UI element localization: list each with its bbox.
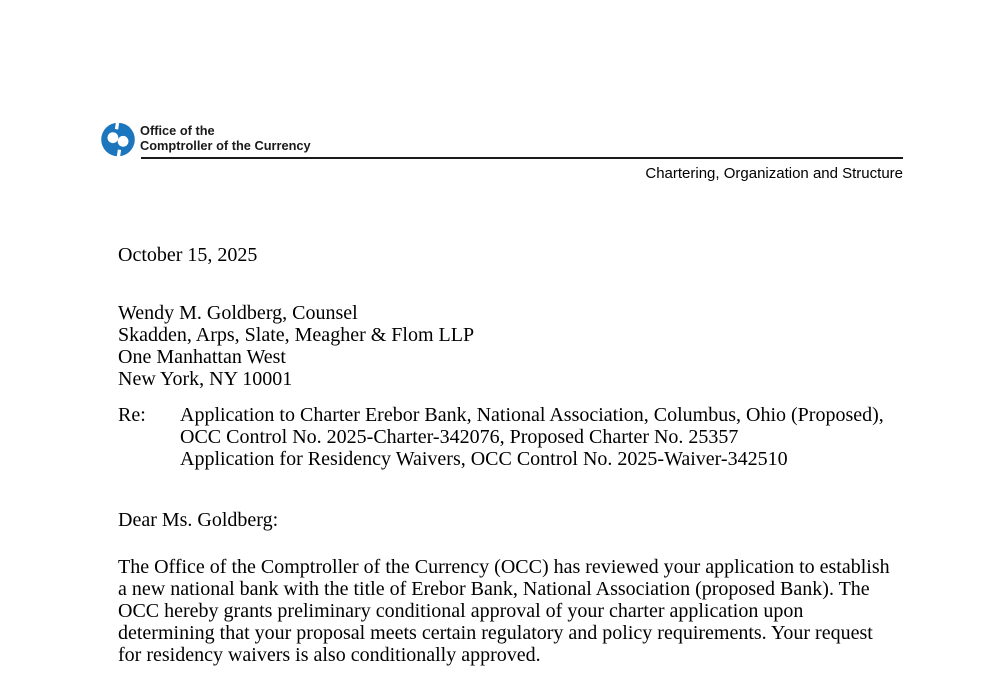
occ-logo-icon [100,119,136,160]
agency-name-line1: Office of the [140,123,215,138]
recipient-city: New York, NY 10001 [118,368,293,390]
letter-content [118,244,900,666]
recipient-name: Wendy M. Goldberg, Counsel [118,302,358,324]
re-line-control-numbers: OCC Control No. 2025-Charter-342076, Proposed Charter No. 25357 [180,426,739,448]
re-block [118,404,900,470]
agency-name-line2: Comptroller of the Currency [140,137,311,153]
recipient-firm: Skadden, Arps, Slate, Meagher & Flom LLP [118,324,475,346]
agency-name [140,124,311,153]
re-line-residency-waivers: Application for Residency Waivers, OCC Control No. 2025-Waiver-342510 [180,448,788,470]
body-paragraph: The Office of the Comptroller of the Currency (OCC) has reviewed your application to establish a new national bank with the title of Erebor Bank, National Association (proposed Bank). The OCC hereby grants preliminary conditional approval of your charter application upon determining that your proposal meets certain regulatory and policy requirements. Your request for residency waivers is also conditionally approved. [118,556,890,666]
re-lines [180,404,900,470]
salutation: Dear Ms. Goldberg: [118,509,279,531]
re-label: Re: [118,404,146,426]
recipient-street: One Manhattan West [118,346,286,368]
re-line-charter-application: Application to Charter Erebor Bank, National Association, Columbus, Ohio (Proposed), [180,404,884,426]
division-title: Chartering, Organization and Structure [645,165,903,182]
letter-date: October 15, 2025 [118,244,258,266]
recipient-address [118,302,900,390]
header-rule [141,157,903,159]
